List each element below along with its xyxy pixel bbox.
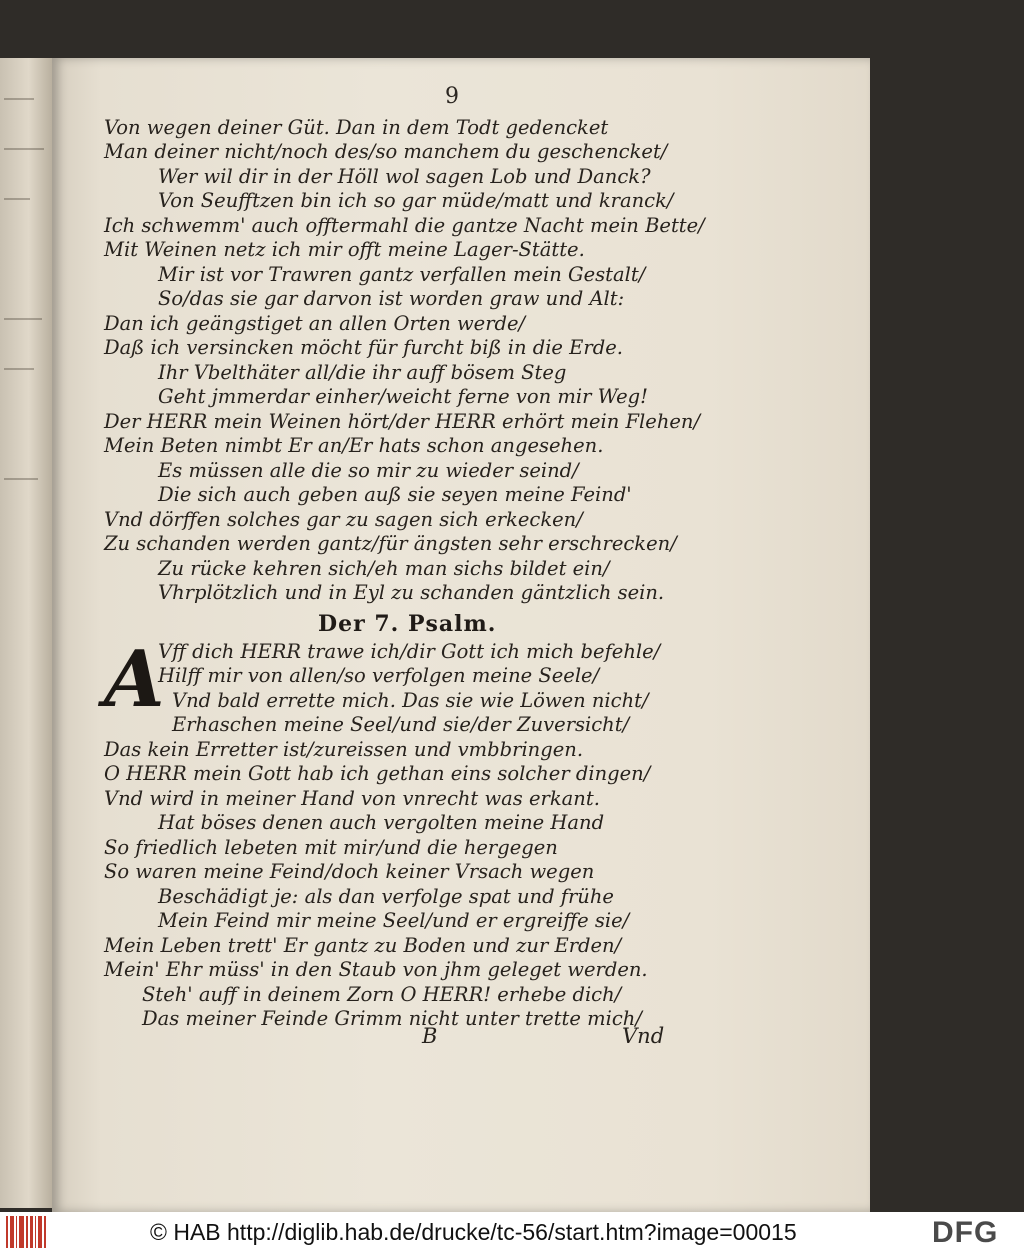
text-line: Die sich auch geben auß sie seyen meine Feind': [158, 483, 632, 506]
text-line: Vnd bald errette mich. Das sie wie Löwen nicht/: [172, 689, 649, 712]
text-line: Vff dich HERR trawe ich/dir Gott ich mich befehle/: [158, 640, 661, 663]
text-line: So friedlich lebeten mit mir/und die hergegen: [104, 836, 558, 859]
catchword: Vnd: [622, 1024, 665, 1048]
text-line: Ich schwemm' auch offtermahl die gantze Nacht mein Bette/: [104, 214, 705, 237]
text-line: Wer wil dir in der Höll wol sagen Lob und Danck?: [158, 165, 651, 188]
text-line: Vnd wird in meiner Hand von vnrecht was erkant.: [104, 787, 600, 810]
text-line: Mir ist vor Trawren gantz verfallen mein Gestalt/: [158, 263, 646, 286]
signature-mark: B: [422, 1024, 438, 1048]
text-line: Geht jmmerdar einher/weicht ferne von mir Weg!: [158, 385, 648, 408]
text-line: Vnd dörffen solches gar zu sagen sich erkecken/: [104, 508, 583, 531]
text-line: Hilff mir von allen/so verfolgen meine Seele/: [158, 664, 600, 687]
text-line: Erhaschen meine Seel/und sie/der Zuversicht/: [172, 713, 630, 736]
text-line: Das meiner Feinde Grimm nicht unter trette mich/: [142, 1007, 642, 1030]
dfg-logo: DFG: [932, 1216, 999, 1249]
text-line: Zu rücke kehren sich/eh man sichs bildet ein/: [158, 557, 610, 580]
previous-page-edge: [0, 58, 52, 1208]
text-line: O HERR mein Gott hab ich gethan eins solcher dingen/: [104, 762, 651, 785]
text-line: Daß ich versincken möcht für furcht biß in die Erde.: [104, 336, 623, 359]
text-line: Vhrplötzlich und in Eyl zu schanden gäntzlich sein.: [158, 581, 665, 604]
copyright-link[interactable]: © HAB http://diglib.hab.de/drucke/tc-56/start.htm?image=00015: [150, 1219, 797, 1245]
barcode-icon: [6, 1216, 46, 1248]
text-line: Der HERR mein Weinen hört/der HERR erhört mein Flehen/: [104, 410, 701, 433]
text-line: So waren meine Feind/doch keiner Vrsach wegen: [104, 860, 595, 883]
book-page: [52, 58, 870, 1212]
psalm-heading: Der 7. Psalm.: [318, 611, 497, 637]
text-line: Es müssen alle die so mir zu wieder seind/: [158, 459, 579, 482]
text-line: Beschädigt je: als dan verfolge spat und frühe: [158, 885, 614, 908]
text-line: Mein Feind mir meine Seel/und er ergreiffe sie/: [158, 909, 630, 932]
text-line: Mein Beten nimbt Er an/Er hats schon angesehen.: [104, 434, 604, 457]
text-line: Hat böses denen auch vergolten meine Hand: [158, 811, 605, 834]
text-line: Mein Leben trett' Er gantz zu Boden und zur Erden/: [104, 934, 622, 957]
text-line: Man deiner nicht/noch des/so manchem du geschencket/: [104, 140, 668, 163]
text-line: Dan ich geängstiget an allen Orten werde/: [104, 312, 526, 335]
text-line: So/das sie gar darvon ist worden graw und Alt:: [158, 287, 625, 310]
page-number: 9: [445, 84, 459, 109]
text-line: Von Seufftzen bin ich so gar müde/matt und kranck/: [158, 189, 674, 212]
text-line: Zu schanden werden gantz/für ängsten sehr erschrecken/: [104, 532, 677, 555]
text-line: Von wegen deiner Güt. Dan in dem Todt gedencket: [104, 116, 609, 139]
text-line: Ihr Vbelthäter all/die ihr auff bösem Steg: [158, 361, 567, 384]
text-line: Mit Weinen netz ich mir offt meine Lager-Stätte.: [104, 238, 585, 261]
text-line: Steh' auff in deinem Zorn O HERR! erhebe dich/: [142, 983, 622, 1006]
text-line: Das kein Erretter ist/zureissen und vmbbringen.: [104, 738, 584, 761]
text-line: Mein' Ehr müss' in den Staub von jhm geleget werden.: [104, 958, 648, 981]
footer-bar: [0, 1212, 1024, 1252]
drop-cap: A: [104, 634, 165, 725]
